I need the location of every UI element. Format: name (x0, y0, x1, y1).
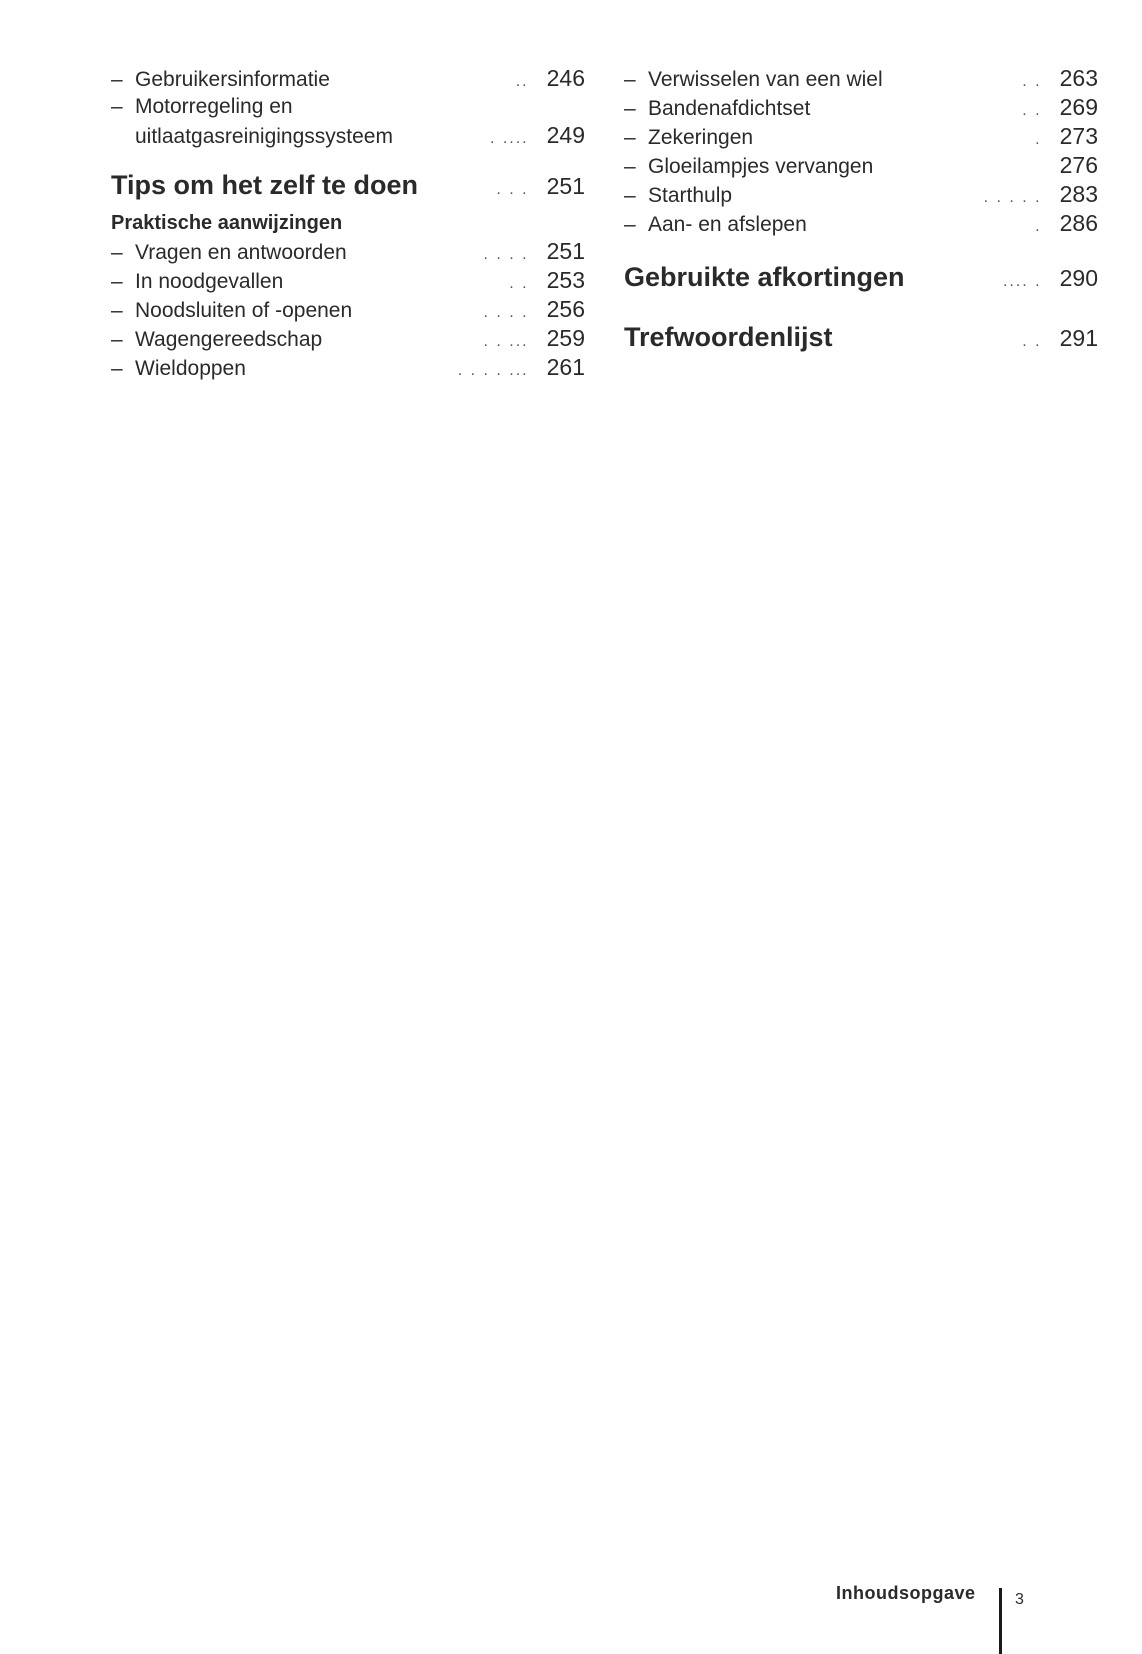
page-number: 3 (1015, 1591, 1024, 1608)
toc-item-label: Wieldoppen (135, 357, 246, 380)
toc-item-label: Gebruikersinformatie (135, 68, 330, 91)
toc-section-heading[interactable] (111, 167, 585, 203)
toc-item-label-continued: uitlaatgasreinigingssysteem (135, 125, 393, 148)
dash: – (111, 68, 123, 91)
dot-leader: . (1035, 218, 1042, 235)
toc-item-label: Gloeilampjes vervangen (648, 155, 874, 178)
toc-item-page: 246 (546, 65, 585, 91)
toc-item-page: 263 (1059, 65, 1098, 91)
toc-item-label: Noodsluiten of -openen (135, 299, 353, 322)
toc-item-page: 273 (1059, 123, 1098, 149)
section-page: 251 (546, 173, 585, 199)
toc-item-label: Zekeringen (648, 126, 754, 149)
dot-leader: . . . . (483, 246, 529, 263)
section-title: Tips om het zelf te doen (111, 170, 419, 200)
dot-leader: .... . (1002, 273, 1042, 290)
toc-item[interactable] (111, 237, 585, 266)
footer-divider (999, 1588, 1002, 1654)
toc-item[interactable] (624, 151, 1098, 180)
dot-leader: . . . . . (983, 189, 1042, 206)
toc-section-heading[interactable] (624, 258, 1098, 296)
dot-leader: . . ... (483, 333, 529, 350)
toc-item-label: In noodgevallen (135, 270, 284, 293)
dot-leader: . .... (489, 130, 529, 147)
dash: – (111, 95, 123, 118)
toc-item-label: Motorregeling en (135, 95, 293, 118)
toc-item-page: 256 (546, 296, 585, 322)
dash: – (111, 357, 123, 380)
toc-item-label: Wagengereedschap (135, 328, 323, 351)
toc-item-label: Starthulp (648, 184, 733, 207)
dash: – (624, 68, 636, 91)
toc-item[interactable] (111, 353, 585, 382)
toc-item-page: 253 (546, 267, 585, 293)
toc-item-page: 251 (546, 238, 585, 264)
toc-right-column (624, 64, 1098, 356)
toc-item-page: 269 (1059, 94, 1098, 120)
toc-subheading: Praktische aanwijzingen (111, 212, 343, 234)
section-title: Trefwoordenlijst (624, 322, 833, 352)
dash: – (624, 126, 636, 149)
section-page: 291 (1059, 325, 1098, 351)
toc-item[interactable] (111, 266, 585, 295)
toc-item-label: Verwisselen van een wiel (648, 68, 883, 91)
dash: – (111, 328, 123, 351)
dot-leader: . . . . ... (457, 362, 529, 379)
toc-section-heading[interactable] (624, 318, 1098, 356)
section-title: Gebruikte afkortingen (624, 262, 905, 292)
toc-item[interactable] (111, 64, 585, 93)
toc-item[interactable] (624, 93, 1098, 122)
dash: – (624, 213, 636, 236)
toc-item-label: Vragen en antwoorden (135, 241, 347, 264)
dash: – (624, 97, 636, 120)
dot-leader: . . (1022, 102, 1042, 119)
toc-item[interactable] (624, 180, 1098, 209)
dot-leader: . . . (496, 181, 529, 198)
section-page: 290 (1059, 265, 1098, 291)
dot-leader: . . (1022, 73, 1042, 90)
dot-leader: . . . . (483, 304, 529, 321)
dot-leader: . (1035, 131, 1042, 148)
toc-left-column (111, 64, 585, 382)
toc-item-label: Aan- en afslepen (648, 213, 807, 236)
toc-item-label: Bandenafdichtset (648, 97, 811, 120)
toc-item-page: 276 (1059, 152, 1098, 178)
dash: – (111, 270, 123, 293)
toc-item-page: 283 (1059, 181, 1098, 207)
dash: – (111, 299, 123, 322)
toc-item[interactable] (111, 295, 585, 324)
toc-item[interactable] (111, 93, 585, 149)
dash: – (624, 155, 636, 178)
toc-item[interactable] (624, 122, 1098, 151)
toc-item-page: 286 (1059, 210, 1098, 236)
toc-item-page: 261 (546, 354, 585, 380)
dash: – (111, 241, 123, 264)
dot-leader: .. (515, 73, 529, 90)
toc-item-page: 249 (546, 122, 585, 148)
dash: – (624, 184, 636, 207)
dot-leader: . . (1022, 333, 1042, 350)
toc-item[interactable] (111, 324, 585, 353)
footer-section-label: Inhoudsopgave (836, 1583, 976, 1603)
toc-item-page: 259 (546, 325, 585, 351)
toc-item[interactable] (624, 64, 1098, 93)
dot-leader: . . (509, 275, 529, 292)
toc-item[interactable] (624, 209, 1098, 238)
